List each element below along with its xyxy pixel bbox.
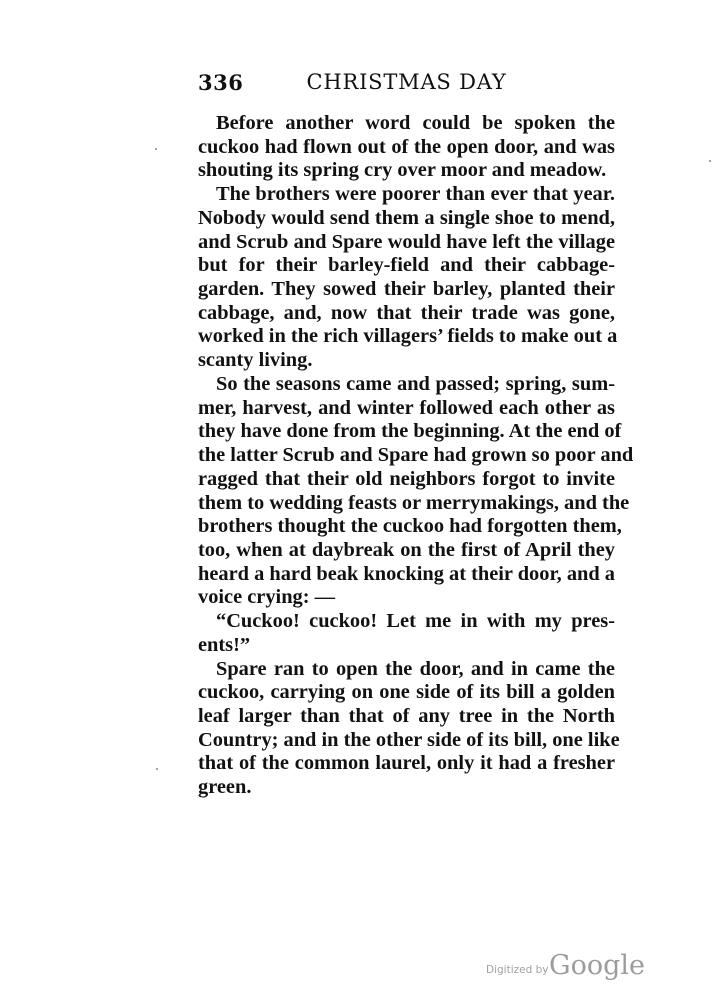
text-line: So the seasons came and passed; spring, sum- [216,372,615,395]
scan-speck [155,148,157,150]
text-line: cuckoo had flown out of the open door, and was [198,135,615,158]
scan-speck [156,768,158,770]
text-line: heard a hard beak knocking at their door, and a [198,562,615,585]
text-line: leaf larger than that of any tree in the North [198,704,615,727]
text-line: too, when at daybreak on the first of April they [198,538,615,561]
text-line: they have done from the beginning. At the end of [198,420,622,443]
text-line: Nobody would send them a single shoe to mend, [198,206,615,229]
chapter-title: CHRISTMAS DAY [306,70,507,94]
text-line: brothers thought the cuckoo had forgotten them, [198,515,622,538]
text-line: Spare ran to open the door, and in came the [216,657,615,680]
text-line: ragged that their old neighbors forgot to invite [198,467,615,490]
digitized-watermark [486,950,656,986]
text-line: cuckoo, carrying on one side of its bill a golden [198,681,615,704]
text-line: The brothers were poorer than ever that year. [216,183,615,206]
text-line: voice crying: — [198,586,336,609]
page-number: 336 [198,70,244,95]
text-line: mer, harvest, and winter followed each other as [198,396,615,419]
text-line: green. [198,776,252,799]
text-line: Country; and in the other side of its bill, one like [198,728,620,751]
digitized-by-label: Digitized by [486,964,549,976]
text-line: worked in the rich villagers’ fields to make out a [198,325,618,348]
text-line: ents!” [198,633,251,656]
text-line: cabbage, and, now that their trade was gone, [198,301,615,324]
google-logo: Google [549,950,645,981]
text-line: that of the common laurel, only it had a fresher [198,752,615,775]
running-head [198,70,615,100]
text-line: the latter Scrub and Spare had grown so poor and [198,444,634,467]
text-line: scanty living. [198,349,313,372]
text-line: garden. They sowed their barley, planted their [198,278,615,301]
text-line: and Scrub and Spare would have left the village [198,230,615,253]
text-line: shouting its spring cry over moor and meadow. [198,159,607,182]
body-text [198,112,634,800]
scan-speck [709,160,711,162]
text-line: but for their barley-field and their cabbage- [198,254,615,277]
text-line: them to wedding feasts or merrymakings, and the [198,491,630,514]
text-line: “Cuckoo! cuckoo! Let me in with my pres- [216,610,615,633]
text-line: Before another word could be spoken the [216,112,615,134]
